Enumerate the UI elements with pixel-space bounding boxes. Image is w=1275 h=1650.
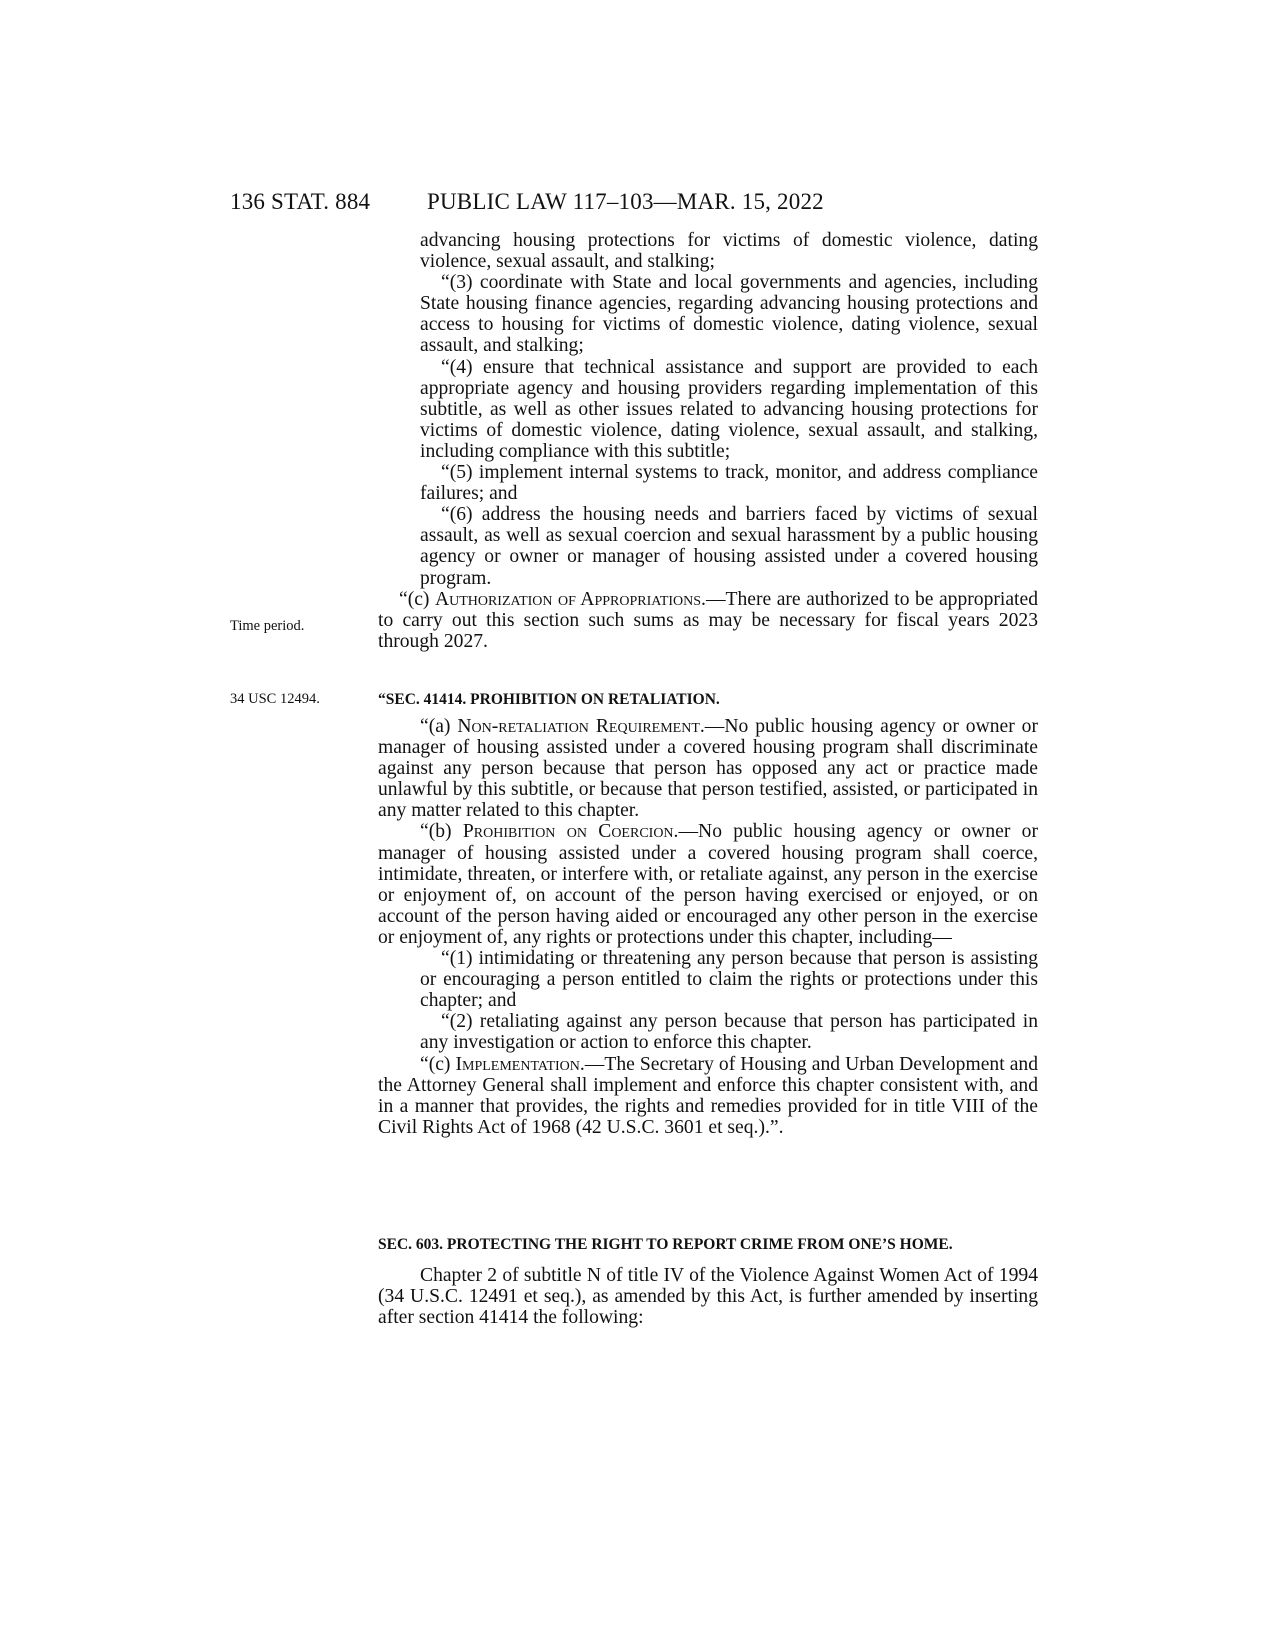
subsection-c-text: .—There are authorized to be appropriated to carry out this section such sums as may be necessary for fiscal years 2023 through 2027. <box>378 588 1038 652</box>
margin-note-time-period: Time period. <box>230 618 305 634</box>
body-block-sec-41414 <box>378 689 1038 1138</box>
paragraph-3: “(3) coordinate with State and local governments and agencies, including State housing finance agencies, regarding advancing housing protections and access to housing for victims of domestic violence, dating violence, sexual assault, and stalking; <box>420 272 1038 357</box>
section-603-heading: SEC. 603. PROTECTING THE RIGHT TO REPORT CRIME FROM ONE’S HOME. <box>378 1236 953 1253</box>
subsection-c-heading: Authorization of Appropriations <box>434 588 702 610</box>
running-header-title: PUBLIC LAW 117–103—MAR. 15, 2022 <box>427 189 824 214</box>
paragraph-6: “(6) address the housing needs and barriers faced by victims of sexual assault, as well as sexual coercion and sexual harassment by a public housing agency or owner or manager of housing assisted under a covered housing program. <box>420 504 1038 589</box>
paragraph-b-1: “(1) intimidating or threatening any person because that person is assisting or encouraging a person entitled to claim the rights or protections under this chapter; and <box>420 948 1038 1012</box>
margin-note-usc: 34 USC 12494. <box>230 691 320 707</box>
subsection-c-authorization <box>378 589 1038 652</box>
subsection-c-prefix: “(c) <box>399 588 435 610</box>
subsection-ci-prefix: “(c) <box>420 1053 456 1075</box>
statute-page-number: 136 STAT. 884 <box>230 189 371 214</box>
paragraph-b-2: “(2) retaliating against any person because that person has participated in any investigation or action to enforce this chapter. <box>420 1011 1038 1054</box>
paragraph-4: “(4) ensure that technical assistance and support are provided to each appropriate agency and housing providers regarding implementation of this subtitle, as well as other issues related to advancing housing protections for victims of domestic violence, dating violence, sexual assault, and stalking, including compliance with this subtitle; <box>420 356 1038 462</box>
subsection-b-text: .—No public housing agency or owner or manager of housing assisted under a covered housing program shall coerce, intimidate, threaten, or interfere with, or retaliate against, any person in the exercise or enjoyment of, on account of the person having exercised or enjoyed, or on account of the person having aided or encouraged any other person in the exercise or enjoyment of, any rights or protections under this chapter, including— <box>378 821 1038 948</box>
paragraph-5: “(5) implement internal systems to track, monitor, and address compliance failures; and <box>420 462 1038 505</box>
subsection-ci-text: .—The Secretary of Housing and Urban Development and the Attorney General shall implement and enforce this chapter consistent with, and in a manner that provides, the rights and remedies provided for in title VIII of the Civil Rights Act of 1968 (42 U.S.C. 3601 et seq.).”. <box>378 1053 1038 1138</box>
subsection-b-prefix: “(b) <box>420 821 463 843</box>
subsection-ci-heading: Implementation <box>455 1053 580 1075</box>
paragraph-continuation: advancing housing protections for victims of domestic violence, dating violence, sexual assault, and stalking; <box>420 230 1038 273</box>
subsection-a-text: .—No public housing agency or owner or manager of housing assisted under a covered housing program shall discriminate against any person because that person has opposed any act or practice made unlawful by this subtitle, or because that person testified, assisted, or participated in any matter related to this chapter. <box>378 716 1038 822</box>
subsection-b-coercion <box>378 821 1038 948</box>
subsection-a-heading: Non-retaliation Requirement <box>457 716 700 737</box>
section-603-text: Chapter 2 of subtitle N of title IV of the Violence Against Women Act of 1994 (34 U.S.C. 12491 et seq.), as amended by this Act, is further amended by inserting after section 41414 the following: <box>378 1265 1038 1329</box>
subsection-b-heading: Prohibition on Coercion <box>462 821 674 843</box>
subsection-a-non-retaliation <box>378 716 1038 821</box>
subsection-c-implementation <box>378 1054 1038 1138</box>
body-block-sec-603 <box>378 1235 1038 1328</box>
body-block-upper <box>378 230 1038 652</box>
subsection-a-prefix: “(a) <box>420 716 458 737</box>
section-41414-heading: “SEC. 41414. PROHIBITION ON RETALIATION. <box>378 691 720 708</box>
